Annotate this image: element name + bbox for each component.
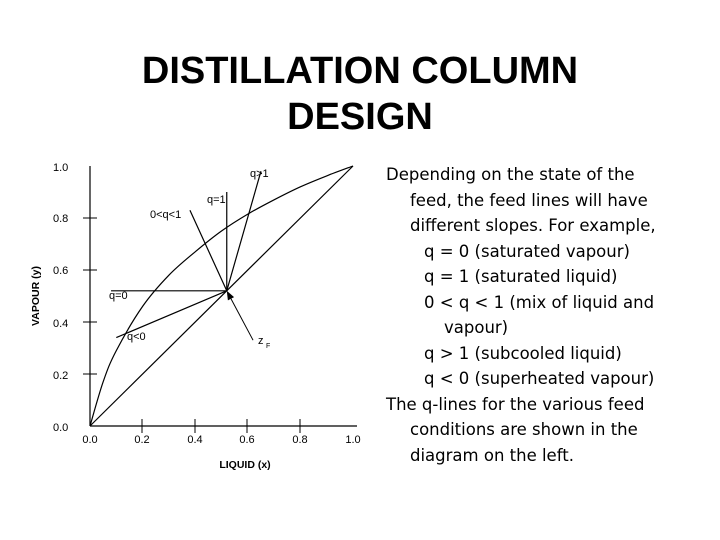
text-line: q = 1 (saturated liquid) bbox=[424, 267, 618, 286]
text-line: q = 0 (saturated vapour) bbox=[424, 241, 630, 261]
x-tick-label: 1.0 bbox=[345, 434, 361, 446]
x-tick bbox=[134, 419, 149, 446]
x-tick bbox=[82, 434, 97, 446]
y-tick-label: 1.0 bbox=[53, 162, 69, 174]
y-tick-label: 0.0 bbox=[53, 422, 69, 434]
text-line: conditions are shown in the bbox=[410, 420, 638, 439]
y-tick bbox=[53, 422, 68, 434]
x-tick bbox=[292, 419, 307, 446]
x-tick bbox=[345, 434, 360, 446]
x-tick-label: 0.6 bbox=[239, 434, 255, 446]
text-line: q < 0 (superheated vapour) bbox=[424, 369, 655, 388]
text-line: 0 < q < 1 (mix of liquid and bbox=[424, 292, 655, 312]
slide-title-line-2: DESIGN bbox=[287, 96, 433, 138]
label-zf-subscript: F bbox=[266, 343, 271, 350]
x-tick-label: 0.8 bbox=[292, 434, 308, 446]
text-line: feed, the feed lines will have bbox=[410, 190, 648, 210]
y-tick bbox=[53, 162, 68, 174]
q-line-subcooled bbox=[227, 171, 261, 291]
text-line: diagram on the left. bbox=[410, 445, 574, 465]
slide-title-line-1: DISTILLATION COLUMN bbox=[141, 50, 579, 92]
text-line: Depending on the state of the bbox=[386, 165, 635, 184]
label-q-lt-0: q<0 bbox=[127, 331, 146, 343]
x-axis-label: LIQUID (x) bbox=[219, 459, 271, 471]
x-tick bbox=[187, 419, 202, 446]
text-line: The q-lines for the various feed bbox=[386, 394, 645, 414]
q-line-partial bbox=[190, 210, 227, 291]
y-axis-label: VAPOUR (y) bbox=[30, 266, 42, 326]
feed-point-arrow bbox=[231, 299, 253, 340]
arrowhead-icon bbox=[227, 291, 234, 301]
text-line: vapour) bbox=[444, 318, 509, 337]
text-line: different slopes. For example, bbox=[410, 216, 656, 235]
label-zf-main: z bbox=[258, 335, 264, 347]
x-tick bbox=[239, 419, 254, 446]
x-tick-label: 0.0 bbox=[82, 434, 98, 446]
y-tick-label: 0.8 bbox=[53, 213, 69, 225]
y-tick-label: 0.6 bbox=[53, 265, 69, 277]
y-tick-label: 0.2 bbox=[53, 370, 69, 382]
x-tick-label: 0.4 bbox=[187, 434, 203, 446]
text-line: q > 1 (subcooled liquid) bbox=[424, 343, 622, 363]
label-zf bbox=[258, 335, 270, 350]
label-q-between: 0<q<1 bbox=[150, 209, 182, 221]
y-tick-label: 0.4 bbox=[53, 318, 69, 330]
label-q-gt-1: q>1 bbox=[250, 168, 269, 180]
x-tick-label: 0.2 bbox=[134, 434, 150, 446]
label-q-eq-0: q=0 bbox=[109, 290, 128, 302]
label-q-eq-1: q=1 bbox=[207, 194, 226, 206]
explanation-text bbox=[378, 162, 714, 468]
